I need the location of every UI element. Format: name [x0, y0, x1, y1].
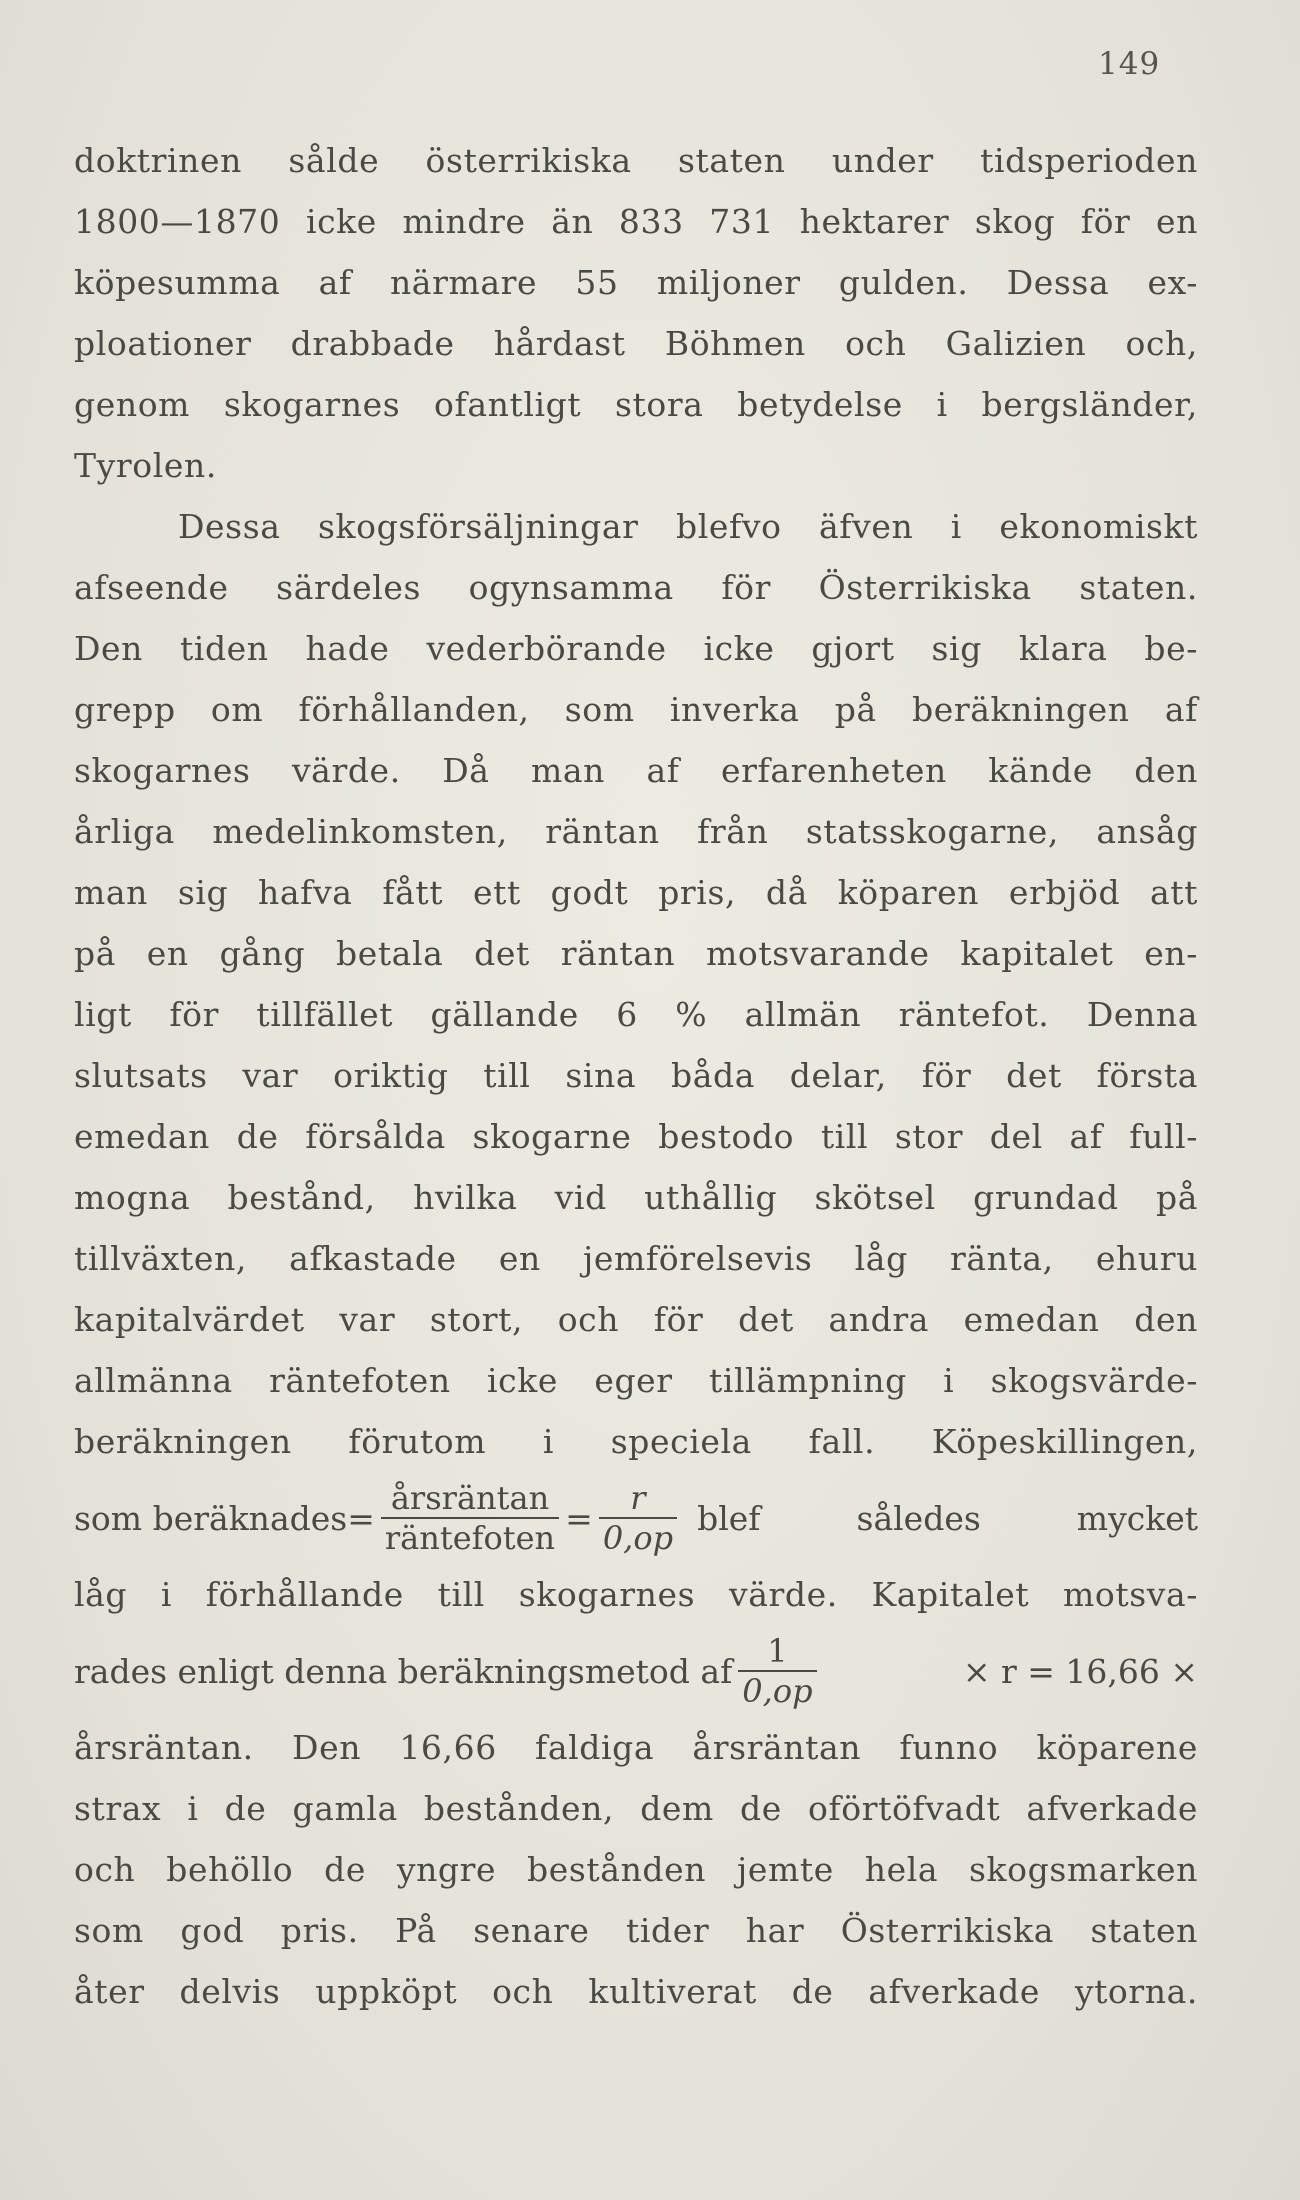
text-line: åter delvis uppköpt och kultiverat de afverkade ytorna. [74, 1972, 1198, 2011]
text-line: grepp om förhållanden, som inverka på beräkningen af [74, 690, 1198, 729]
text-line: Den tiden hade vederbörande icke gjort sig klara be- [74, 629, 1198, 668]
formula-prefix: som beräknades [74, 1498, 348, 1538]
text-line: på en gång betala det räntan motsvarande kapitalet en- [74, 934, 1198, 973]
text-line: mogna bestånd, hvilka vid uthållig skötsel grundad på [74, 1178, 1198, 1217]
text-line: skogarnes värde. Då man af erfarenheten kände den [74, 751, 1198, 790]
text-line: doktrinen sålde österrikiska staten under tidsperioden [74, 141, 1198, 180]
text-line: och behöllo de yngre bestånden jemte hela skogsmarken [74, 1850, 1198, 1889]
text-line: ligt för tillfället gällande 6 % allmän räntefot. Denna [74, 995, 1198, 1034]
text-line: årsräntan. Den 16,66 faldiga årsräntan funno köparene [74, 1728, 1198, 1767]
text-line: beräkningen förutom i speciela fall. Köpeskillingen, [74, 1422, 1198, 1461]
text-line: emedan de försålda skogarne bestodo till stor del af full- [74, 1117, 1198, 1156]
text-line: afseende särdeles ogynsamma för Österrikiska staten. [74, 568, 1198, 607]
fraction-rent-over-rate [381, 1479, 559, 1557]
fraction-denominator: 0,op [738, 1670, 816, 1710]
body-text [74, 130, 1198, 2022]
paragraph-start-line: Dessa skogsförsäljningar blefvo äfven i ekonomiskt [178, 507, 1198, 546]
text-line: allmänna räntefoten icke eger tillämpning i skogsvärde- [74, 1361, 1198, 1400]
text-line: ploationer drabbade hårdast Böhmen och Galizien och, [74, 324, 1198, 363]
fraction-numerator: r [630, 1479, 646, 1517]
formula-line-capital [74, 1625, 1198, 1717]
text-line: Tyrolen. [74, 446, 217, 485]
text-line: genom skogarnes ofantligt stora betydelse i bergsländer, [74, 385, 1198, 424]
fraction-denominator: räntefoten [381, 1517, 559, 1557]
formula-prefix: rades enligt denna beräkningsmetod af [74, 1651, 733, 1691]
equals-sign: = [347, 1498, 375, 1538]
text-line: slutsats var oriktig till sina båda delar, för det första [74, 1056, 1198, 1095]
text-line: man sig hafva fått ett godt pris, då köparen erbjöd att [74, 873, 1198, 912]
fraction-numerator: årsräntan [390, 1479, 550, 1517]
text-line: köpesumma af närmare 55 miljoner gulden. Dessa ex- [74, 263, 1198, 302]
fraction-r-over-op [599, 1479, 677, 1557]
formula-line-price [74, 1472, 1198, 1564]
text-line: kapitalvärdet var stort, och för det andra emedan den [74, 1300, 1198, 1339]
text-line: tillväxten, afkastade en jemförelsevis låg ränta, ehuru [74, 1239, 1198, 1278]
fraction-one-over-op [738, 1632, 816, 1710]
fraction-numerator: 1 [767, 1632, 788, 1670]
equals-sign: = [565, 1498, 593, 1538]
text-line: strax i de gamla bestånden, dem de oförtöfvadt afverkade [74, 1789, 1198, 1828]
formula-suffix: blef således mycket [697, 1498, 1198, 1538]
text-line: låg i förhållande till skogarnes värde. Kapitalet motsva- [74, 1575, 1198, 1614]
page-number: 149 [1098, 46, 1161, 82]
text-line: 1800—1870 icke mindre än 833 731 hektarer skog för en [74, 202, 1198, 241]
text-line: som god pris. På senare tider har Österrikiska staten [74, 1911, 1198, 1950]
text-line: årliga medelinkomsten, räntan från statsskogarne, ansåg [74, 812, 1198, 851]
formula-suffix: × r = 16,66 × [962, 1651, 1198, 1691]
fraction-denominator: 0,op [599, 1517, 677, 1557]
